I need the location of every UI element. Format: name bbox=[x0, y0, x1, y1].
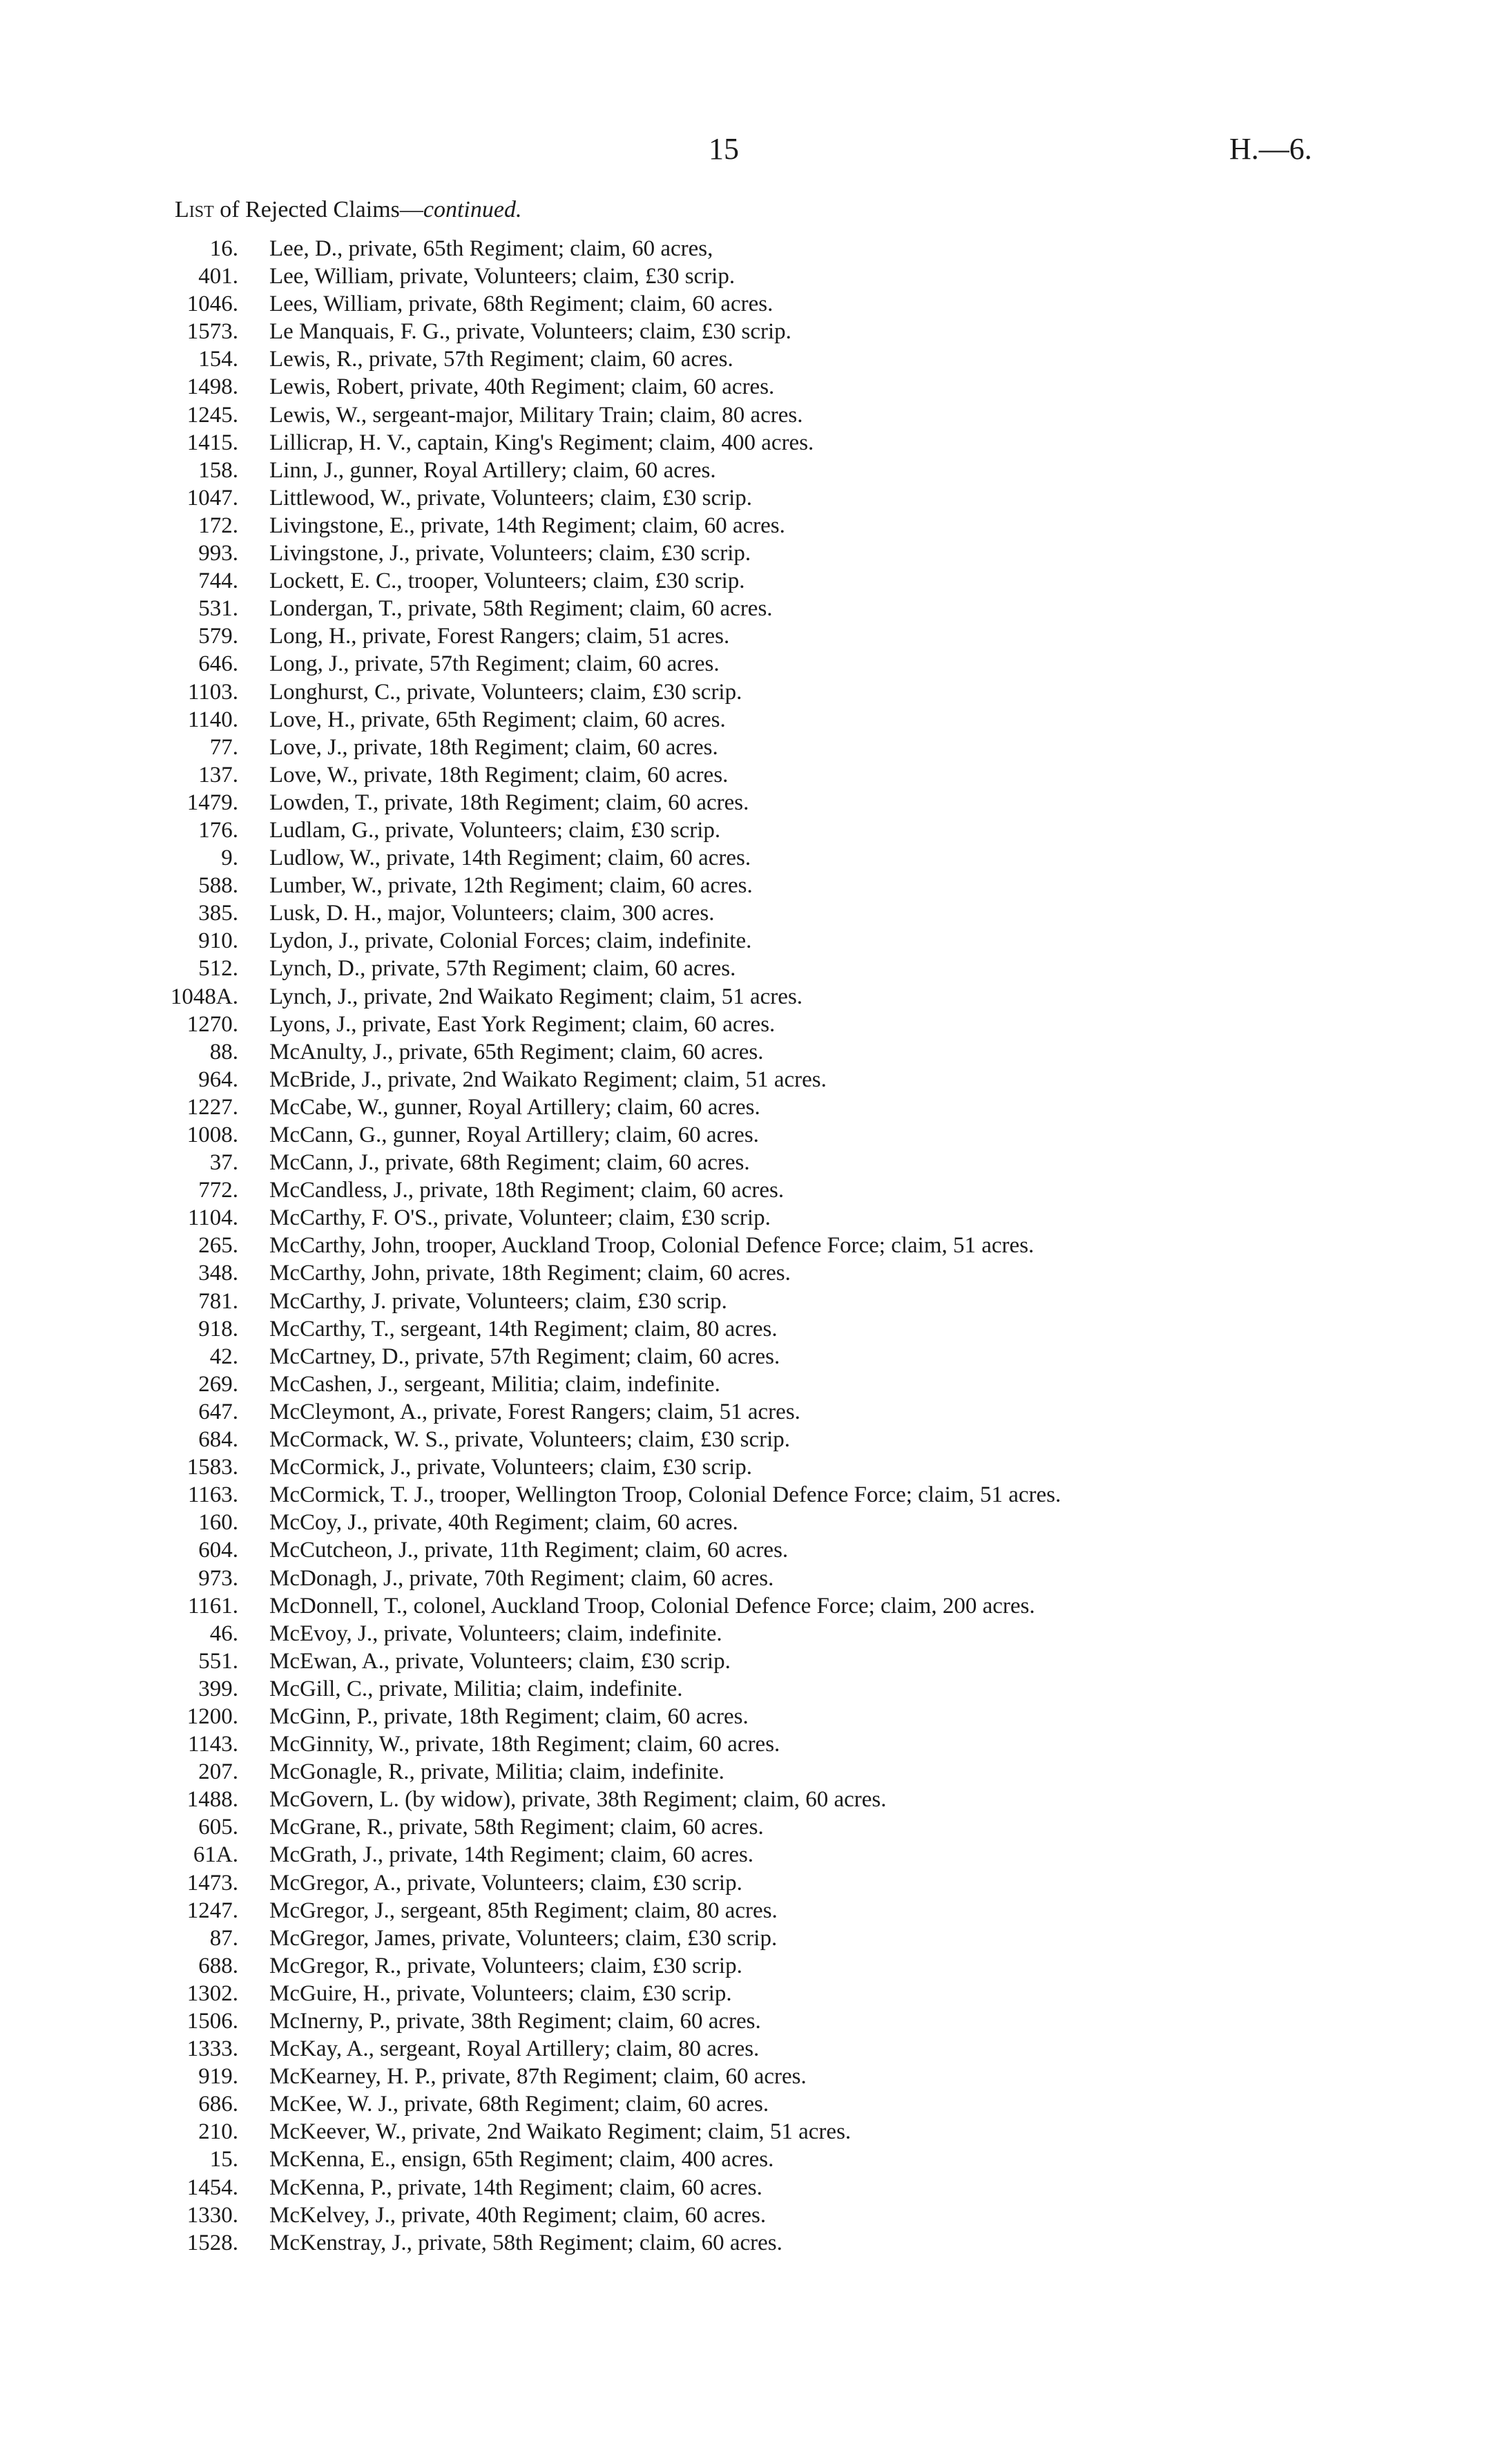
list-item bbox=[0, 1426, 1509, 1453]
list-item bbox=[0, 2146, 1509, 2173]
list-item bbox=[0, 678, 1509, 706]
claim-number: 551. bbox=[198, 1648, 238, 1674]
claim-number: 579. bbox=[198, 624, 238, 649]
list-item bbox=[0, 567, 1509, 595]
claim-text: Lumber, W., private, 12th Regiment; claim, 60 acres. bbox=[269, 873, 753, 899]
list-item bbox=[0, 1204, 1509, 1232]
list-item bbox=[0, 734, 1509, 761]
claim-number: 15. bbox=[209, 2147, 238, 2172]
claim-number: 646. bbox=[198, 651, 238, 677]
claim-text: Lee, William, private, Volunteers; claim, £30 scrip. bbox=[269, 264, 736, 289]
list-item bbox=[0, 2174, 1509, 2202]
claim-text: McKay, A., sergeant, Royal Artillery; claim, 80 acres. bbox=[269, 2036, 760, 2062]
claim-text: McCarthy, John, trooper, Auckland Troop, Colonial Defence Force; claim, 51 acres. bbox=[269, 1233, 1035, 1259]
claim-number: 964. bbox=[198, 1067, 238, 1092]
claim-number: 1008. bbox=[186, 1123, 238, 1147]
claim-text: Lowden, T., private, 18th Regiment; claim, 60 acres. bbox=[269, 790, 749, 815]
claim-text: Lewis, W., sergeant-major, Military Train; claim, 80 acres. bbox=[269, 402, 803, 428]
claim-number: 772. bbox=[198, 1178, 238, 1203]
claim-number: 42. bbox=[209, 1344, 238, 1369]
list-item bbox=[0, 1121, 1509, 1149]
list-item bbox=[0, 1897, 1509, 1925]
claim-number: 176. bbox=[198, 817, 238, 843]
list-item bbox=[0, 955, 1509, 982]
list-item bbox=[0, 2007, 1509, 2035]
claim-text: McCleymont, A., private, Forest Rangers; claim, 51 acres. bbox=[269, 1399, 800, 1424]
claim-number: 1488. bbox=[186, 1787, 238, 1813]
claim-text: McEwan, A., private, Volunteers; claim, £30 scrip. bbox=[269, 1648, 731, 1674]
claim-text: McGuire, H., private, Volunteers; claim, £30 scrip. bbox=[269, 1980, 732, 2006]
list-item bbox=[0, 2063, 1509, 2090]
claim-number: 1302. bbox=[186, 1980, 238, 2006]
claim-number: 210. bbox=[198, 2119, 238, 2145]
claim-text: McGregor, A., private, Volunteers; claim, £30 scrip. bbox=[269, 1870, 742, 1895]
claim-text: Lee, D., private, 65th Regiment; claim, 60 acres, bbox=[269, 236, 713, 261]
claim-number: 399. bbox=[198, 1676, 238, 1701]
claim-text: McGovern, L. (by widow), private, 38th Regiment; claim, 60 acres. bbox=[269, 1787, 887, 1813]
claim-text: McGregor, J., sergeant, 85th Regiment; claim, 80 acres. bbox=[269, 1898, 778, 1923]
claim-text: McGregor, R., private, Volunteers; claim, £30 scrip. bbox=[269, 1953, 742, 1978]
claim-number: 37. bbox=[209, 1150, 238, 1176]
claim-text: McCann, G., gunner, Royal Artillery; claim, 60 acres. bbox=[269, 1123, 759, 1147]
claim-text: McCann, J., private, 68th Regiment; claim, 60 acres. bbox=[269, 1150, 750, 1176]
list-item bbox=[0, 2035, 1509, 2063]
claim-text: Livingstone, J., private, Volunteers; claim, £30 scrip. bbox=[269, 541, 751, 566]
claim-number: 207. bbox=[198, 1759, 238, 1785]
claim-text: Lewis, R., private, 57th Regiment; claim, 60 acres. bbox=[269, 347, 733, 372]
claim-number: 1161. bbox=[187, 1593, 238, 1618]
claim-text: McCashen, J., sergeant, Militia; claim, indefinite. bbox=[269, 1371, 720, 1397]
claim-text: McCarthy, J. private, Volunteers; claim, £30 scrip. bbox=[269, 1288, 727, 1314]
claim-number: 1479. bbox=[186, 790, 238, 815]
claim-number: 77. bbox=[209, 734, 238, 760]
claim-text: Love, J., private, 18th Regiment; claim, 60 acres. bbox=[269, 734, 718, 760]
claim-number: 61A. bbox=[193, 1842, 238, 1868]
claim-number: 1506. bbox=[186, 2009, 238, 2034]
claim-text: McGrath, J., private, 14th Regiment; claim, 60 acres. bbox=[269, 1842, 754, 1868]
list-item bbox=[0, 1980, 1509, 2007]
claim-number: 973. bbox=[198, 1565, 238, 1591]
list-item bbox=[0, 1536, 1509, 1564]
list-item bbox=[0, 1730, 1509, 1758]
list-heading-suffix: continued. bbox=[423, 197, 522, 222]
claim-text: McCutcheon, J., private, 11th Regiment; claim, 60 acres. bbox=[269, 1538, 789, 1563]
list-item bbox=[0, 1453, 1509, 1481]
claim-text: Lynch, D., private, 57th Regiment; claim, 60 acres. bbox=[269, 956, 736, 982]
list-item bbox=[0, 650, 1509, 678]
claim-text: McCabe, W., gunner, Royal Artillery; claim, 60 acres. bbox=[269, 1094, 760, 1120]
claim-number: 265. bbox=[198, 1233, 238, 1259]
list-item bbox=[0, 622, 1509, 650]
claim-number: 1046. bbox=[186, 292, 238, 317]
claim-number: 1498. bbox=[186, 374, 238, 400]
claim-text: McDonnell, T., colonel, Auckland Troop, Colonial Defence Force; claim, 200 acres. bbox=[269, 1593, 1035, 1618]
list-item bbox=[0, 1066, 1509, 1093]
claim-text: Lydon, J., private, Colonial Forces; claim, indefinite. bbox=[269, 928, 752, 954]
claim-number: 1333. bbox=[186, 2036, 238, 2062]
claim-number: 910. bbox=[198, 928, 238, 954]
claim-text: Love, W., private, 18th Regiment; claim, 60 acres. bbox=[269, 762, 729, 787]
list-item bbox=[0, 1149, 1509, 1176]
list-item bbox=[0, 1786, 1509, 1813]
claim-number: 154. bbox=[198, 347, 238, 372]
claim-text: Long, H., private, Forest Rangers; claim, 51 acres. bbox=[269, 624, 730, 649]
list-item bbox=[0, 429, 1509, 457]
list-item bbox=[0, 1232, 1509, 1259]
claim-text: McAnulty, J., private, 65th Regiment; claim, 60 acres. bbox=[269, 1039, 764, 1064]
claim-number: 46. bbox=[209, 1621, 238, 1646]
claim-number: 88. bbox=[209, 1039, 238, 1064]
list-item bbox=[0, 1703, 1509, 1730]
claim-number: 348. bbox=[198, 1261, 238, 1286]
list-item bbox=[0, 1176, 1509, 1204]
claim-text: Lynch, J., private, 2nd Waikato Regiment; claim, 51 acres. bbox=[269, 984, 803, 1009]
list-item bbox=[0, 2090, 1509, 2118]
list-item bbox=[0, 1259, 1509, 1287]
list-item bbox=[0, 345, 1509, 373]
claim-text: McEvoy, J., private, Volunteers; claim, indefinite. bbox=[269, 1621, 722, 1646]
list-item bbox=[0, 2229, 1509, 2257]
list-item bbox=[0, 318, 1509, 345]
list-item bbox=[0, 1371, 1509, 1398]
list-item bbox=[0, 706, 1509, 734]
claim-number: 9. bbox=[221, 846, 238, 871]
claim-number: 1247. bbox=[186, 1898, 238, 1923]
list-item bbox=[0, 1675, 1509, 1703]
claim-number: 1143. bbox=[187, 1732, 238, 1757]
claim-text: McKearney, H. P., private, 87th Regiment; claim, 60 acres. bbox=[269, 2064, 807, 2090]
claim-text: McGill, C., private, Militia; claim, indefinite. bbox=[269, 1676, 683, 1701]
list-item bbox=[0, 1343, 1509, 1371]
claim-text: McGonagle, R., private, Militia; claim, indefinite. bbox=[269, 1759, 724, 1785]
claim-text: McGinn, P., private, 18th Regiment; claim, 60 acres. bbox=[269, 1703, 749, 1729]
claim-text: McCoy, J., private, 40th Regiment; claim, 60 acres. bbox=[269, 1510, 738, 1536]
claim-number: 1473. bbox=[186, 1870, 238, 1895]
claim-text: Linn, J., gunner, Royal Artillery; claim, 60 acres. bbox=[269, 457, 716, 483]
claim-text: Lillicrap, H. V., captain, King's Regiment; claim, 400 acres. bbox=[269, 430, 814, 455]
claim-text: McCormick, T. J., trooper, Wellington Troop, Colonial Defence Force; claim, 51 acres. bbox=[269, 1482, 1061, 1508]
list-heading-middle: of Rejected Claims— bbox=[213, 197, 423, 222]
list-item bbox=[0, 1481, 1509, 1509]
claim-text: McGinnity, W., private, 18th Regiment; claim, 60 acres. bbox=[269, 1732, 780, 1757]
claim-text: McKenna, E., ensign, 65th Regiment; claim, 400 acres. bbox=[269, 2147, 774, 2172]
list-item bbox=[0, 484, 1509, 512]
claim-number: 993. bbox=[198, 541, 238, 566]
list-item bbox=[0, 2202, 1509, 2229]
claim-number: 1270. bbox=[186, 1011, 238, 1037]
claim-text: McInerny, P., private, 38th Regiment; claim, 60 acres. bbox=[269, 2009, 761, 2034]
list-item bbox=[0, 539, 1509, 567]
list-item bbox=[0, 1620, 1509, 1648]
list-item bbox=[0, 1592, 1509, 1620]
claim-number: 604. bbox=[198, 1538, 238, 1563]
list-item bbox=[0, 1288, 1509, 1315]
list-item bbox=[0, 789, 1509, 816]
claim-text: Long, J., private, 57th Regiment; claim, 60 acres. bbox=[269, 651, 720, 677]
claim-number: 1227. bbox=[186, 1094, 238, 1120]
claim-text: McKelvey, J., private, 40th Regiment; claim, 60 acres. bbox=[269, 2202, 767, 2228]
claim-text: Le Manquais, F. G., private, Volunteers; claim, £30 scrip. bbox=[269, 319, 791, 345]
claim-number: 1245. bbox=[186, 402, 238, 428]
claim-number: 1047. bbox=[186, 485, 238, 510]
claim-number: 605. bbox=[198, 1815, 238, 1840]
list-item bbox=[0, 401, 1509, 429]
claim-text: Lusk, D. H., major, Volunteers; claim, 300 acres. bbox=[269, 901, 715, 926]
claim-number: 686. bbox=[198, 2092, 238, 2117]
claim-number: 1583. bbox=[186, 1455, 238, 1480]
list-item bbox=[0, 1648, 1509, 1675]
claim-number: 1140. bbox=[187, 707, 238, 732]
claim-number: 684. bbox=[198, 1427, 238, 1453]
claim-number: 531. bbox=[198, 596, 238, 622]
list-item bbox=[0, 235, 1509, 262]
list-item bbox=[0, 899, 1509, 927]
list-item bbox=[0, 262, 1509, 290]
claim-number: 512. bbox=[198, 956, 238, 982]
claim-text: McCarthy, F. O'S., private, Volunteer; claim, £30 scrip. bbox=[269, 1205, 771, 1231]
claim-text: McDonagh, J., private, 70th Regiment; claim, 60 acres. bbox=[269, 1565, 774, 1591]
claim-text: McKeever, W., private, 2nd Waikato Regiment; claim, 51 acres. bbox=[269, 2119, 852, 2145]
claim-number: 87. bbox=[209, 1925, 238, 1951]
claim-number: 16. bbox=[209, 236, 238, 261]
claim-text: Lewis, Robert, private, 40th Regiment; claim, 60 acres. bbox=[269, 374, 775, 400]
list-item bbox=[0, 1925, 1509, 1952]
page-number: 15 bbox=[709, 132, 739, 166]
claim-number: 1573. bbox=[186, 319, 238, 345]
claim-number: 744. bbox=[198, 569, 238, 594]
list-heading-prefix: List bbox=[175, 197, 214, 222]
claim-number: 1528. bbox=[186, 2230, 238, 2255]
list-item bbox=[0, 761, 1509, 789]
list-item bbox=[0, 1093, 1509, 1121]
claim-text: Lees, William, private, 68th Regiment; claim, 60 acres. bbox=[269, 292, 773, 317]
list-item bbox=[0, 1869, 1509, 1897]
claim-text: McCormack, W. S., private, Volunteers; claim, £30 scrip. bbox=[269, 1427, 791, 1453]
list-item bbox=[0, 1509, 1509, 1536]
list-item bbox=[0, 927, 1509, 955]
claim-text: McCormick, J., private, Volunteers; claim, £30 scrip. bbox=[269, 1455, 752, 1480]
list-item bbox=[0, 1011, 1509, 1038]
list-item bbox=[0, 1758, 1509, 1786]
claim-number: 137. bbox=[198, 762, 238, 787]
list-item bbox=[0, 816, 1509, 844]
claim-number: 401. bbox=[198, 264, 238, 289]
claim-number: 918. bbox=[198, 1316, 238, 1341]
claim-number: 647. bbox=[198, 1399, 238, 1424]
list-item bbox=[0, 1315, 1509, 1343]
claim-text: Ludlow, W., private, 14th Regiment; claim, 60 acres. bbox=[269, 846, 751, 871]
claim-number: 1330. bbox=[186, 2202, 238, 2228]
claim-number: 269. bbox=[198, 1371, 238, 1397]
claim-number: 781. bbox=[198, 1288, 238, 1314]
claim-text: McBride, J., private, 2nd Waikato Regiment; claim, 51 acres. bbox=[269, 1067, 827, 1092]
rejected-claims-list bbox=[0, 235, 1509, 2257]
claim-number: 1103. bbox=[187, 679, 238, 705]
claim-text: McGregor, James, private, Volunteers; claim, £30 scrip. bbox=[269, 1925, 778, 1951]
claim-text: Love, H., private, 65th Regiment; claim, 60 acres. bbox=[269, 707, 726, 732]
claim-text: Lyons, J., private, East York Regiment; claim, 60 acres. bbox=[269, 1011, 776, 1037]
list-item bbox=[0, 1813, 1509, 1841]
claim-text: Lockett, E. C., trooper, Volunteers; claim, £30 scrip. bbox=[269, 569, 745, 594]
list-item bbox=[0, 1398, 1509, 1426]
list-item bbox=[0, 457, 1509, 484]
claim-text: Livingstone, E., private, 14th Regiment; claim, 60 acres. bbox=[269, 513, 785, 538]
claim-number: 1104. bbox=[187, 1205, 238, 1231]
document-code: H.—6. bbox=[1229, 132, 1312, 166]
list-item bbox=[0, 1038, 1509, 1066]
claim-number: 588. bbox=[198, 873, 238, 899]
list-heading bbox=[175, 197, 521, 223]
claim-number: 1415. bbox=[186, 430, 238, 455]
claim-text: McKenstray, J., private, 58th Regiment; claim, 60 acres. bbox=[269, 2230, 782, 2255]
claim-text: McCandless, J., private, 18th Regiment; claim, 60 acres. bbox=[269, 1178, 785, 1203]
claim-number: 1163. bbox=[187, 1482, 238, 1508]
claim-number: 385. bbox=[198, 901, 238, 926]
list-item bbox=[0, 872, 1509, 899]
list-item bbox=[0, 1952, 1509, 1980]
claim-text: Littlewood, W., private, Volunteers; claim, £30 scrip. bbox=[269, 485, 753, 510]
list-item bbox=[0, 290, 1509, 318]
list-item bbox=[0, 983, 1509, 1011]
claim-number: 172. bbox=[198, 513, 238, 538]
list-item bbox=[0, 373, 1509, 401]
claim-text: Longhurst, C., private, Volunteers; claim, £30 scrip. bbox=[269, 679, 742, 705]
claim-text: McCarthy, T., sergeant, 14th Regiment; claim, 80 acres. bbox=[269, 1316, 778, 1341]
list-item bbox=[0, 1841, 1509, 1869]
claim-number: 158. bbox=[198, 457, 238, 483]
claim-text: McCartney, D., private, 57th Regiment; claim, 60 acres. bbox=[269, 1344, 780, 1369]
claim-number: 1454. bbox=[186, 2175, 238, 2200]
list-item bbox=[0, 844, 1509, 872]
claim-text: McGrane, R., private, 58th Regiment; claim, 60 acres. bbox=[269, 1815, 764, 1840]
list-item bbox=[0, 1565, 1509, 1592]
claim-number: 1048A. bbox=[170, 984, 238, 1009]
list-item bbox=[0, 512, 1509, 539]
claim-text: Ludlam, G., private, Volunteers; claim, £30 scrip. bbox=[269, 817, 721, 843]
claim-number: 160. bbox=[198, 1510, 238, 1536]
claim-text: Londergan, T., private, 58th Regiment; claim, 60 acres. bbox=[269, 596, 773, 622]
claim-number: 1200. bbox=[186, 1703, 238, 1729]
claim-number: 688. bbox=[198, 1953, 238, 1978]
list-item bbox=[0, 595, 1509, 622]
claim-number: 919. bbox=[198, 2064, 238, 2090]
list-item bbox=[0, 2118, 1509, 2146]
claim-text: McCarthy, John, private, 18th Regiment; claim, 60 acres. bbox=[269, 1261, 791, 1286]
claim-text: McKee, W. J., private, 68th Regiment; claim, 60 acres. bbox=[269, 2092, 769, 2117]
claim-text: McKenna, P., private, 14th Regiment; claim, 60 acres. bbox=[269, 2175, 762, 2200]
